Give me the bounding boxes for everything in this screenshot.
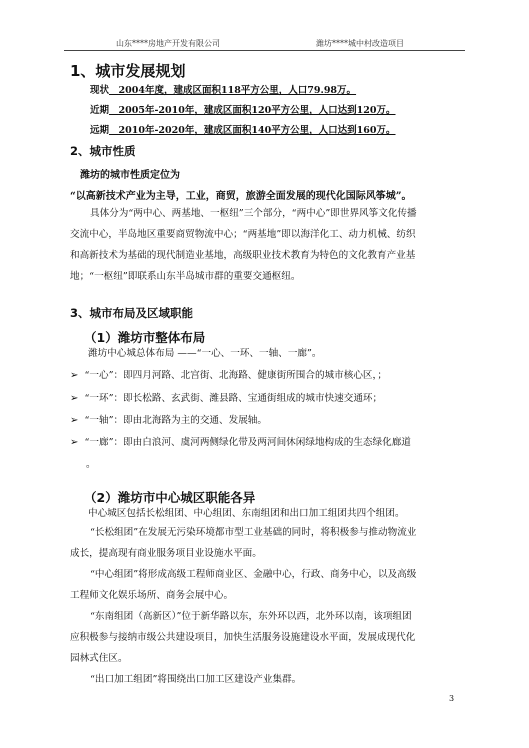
page-header — [64, 36, 465, 50]
paragraph-line: 和高新技术为基础的现代制造业基地，高级职业技术教育为特色的文化教育产业基 — [70, 250, 416, 261]
bullet-item — [70, 388, 382, 409]
header-company: 山东****房地产开发有限公司 — [116, 39, 220, 48]
plan-period: 2010年-2020年 — [118, 125, 195, 136]
bullet-text: “一廊”：即由白浪河、虞河两侧绿化带及两河间休闲绿地构成的生态绿化廊道 — [84, 437, 411, 448]
plan-text: ，建成区面积140平方公里，人口达到160万。 — [194, 125, 396, 136]
bullet-text: “一心”：即四月河路、北宫街、北海路、健康街所围合的城市核心区，； — [84, 370, 387, 381]
paragraph-line: 地；“一枢纽”即联系山东半岛城市群的重要交通枢纽。 — [70, 271, 301, 282]
section2-title: 2、城市性质 — [70, 144, 136, 158]
bullet-text: “一环”：即长松路、玄武街、潍县路、宝通街组成的城市快速交通环； — [84, 393, 383, 404]
paragraph-line: 具体分为“两中心、两基地、一枢纽”三个部分，“两中心”即世界风筝文化传播 — [90, 208, 417, 219]
paragraph-line: 交流中心，半岛地区重要商贸物流中心；“两基地”即以海洋化工、动力机械、纺织 — [70, 229, 416, 240]
section2-slogan: “以高新技术产业为主导，工业，商贸，旅游全面发展的现代化国际风筝城”。 — [70, 191, 412, 202]
section3-title: 3、城市布局及区域职能 — [70, 306, 194, 320]
bullet-arrow-icon: ➢ — [70, 370, 79, 381]
bullet-arrow-icon: ➢ — [70, 415, 79, 426]
section2-subtitle: 潍坊的城市性质定位为 — [80, 170, 180, 181]
paragraph-line: 园林式住区。 — [70, 653, 128, 664]
plan-line — [109, 105, 396, 116]
paragraph-line: “出口加工组团”将围绕出口加工区建设产业集群。 — [90, 674, 302, 685]
header-divider — [64, 50, 465, 51]
bullet-arrow-icon: ➢ — [70, 437, 79, 448]
plan-label: 远期 — [90, 125, 110, 136]
plan-text: ，建成区面积120平方公里，人口达到120万。 — [194, 105, 396, 116]
bullet-text: “一轴”：即由北海路为主的交通、发展轴。 — [84, 415, 267, 426]
paragraph-line: “东南组团（高新区）”位于新华路以东，东外环以西，北外环以南，该项组团 — [90, 611, 412, 622]
subsection2-intro: 中心城区包括长松组团、中心组团、东南组团和出口加工组团共四个组团。 — [88, 508, 405, 519]
bullet-item — [70, 410, 267, 431]
paragraph-line: 应积极参与接纳市级公共建设项目，加快生活服务设施建设水平面，发展成现代化 — [70, 632, 416, 643]
paragraph-line: 工程师文化娱乐场所、商务会展中心。 — [70, 590, 234, 601]
subsection2-title: （2）潍坊市中心城区职能各异 — [84, 490, 256, 505]
page-number: 3 — [449, 694, 455, 703]
plan-label: 近期 — [90, 105, 110, 116]
section1-title: 1、城市发展规划 — [70, 62, 186, 80]
subsection2-paragraph — [70, 522, 462, 690]
bullet-item — [70, 365, 387, 386]
plan-period: 2005年-2010年 — [118, 105, 195, 116]
paragraph-line: “长松组团”在发展无污染环境都市型工业基础的同时，将积极参与推动物流业 — [90, 527, 417, 538]
header-project: 潍坊****城中村改造项目 — [316, 39, 404, 48]
plan-text: ，建成区面积118平方公里，人口79.98万。 — [163, 85, 357, 96]
paragraph-line: 成长，提高现有商业服务项目业设施水平面。 — [70, 548, 262, 559]
plan-row-long — [90, 122, 396, 136]
plan-row-near — [90, 102, 396, 116]
section2-paragraph — [70, 203, 462, 287]
plan-period: 2004年度 — [118, 85, 164, 96]
paragraph-line: “中心组团”将形成高级工程师商业区、金融中心，行政、商务中心，以及高级 — [90, 569, 417, 580]
bullet-arrow-icon: ➢ — [70, 393, 79, 404]
bullet-tail: 。 — [86, 459, 96, 470]
plan-row-current — [90, 82, 356, 96]
bullet-item — [70, 432, 411, 453]
subsection1-intro: 潍坊中心城总体布局 ——“一心、一环、一轴、一廊”。 — [88, 348, 322, 359]
subsection1-title: （1）潍坊市整体布局 — [84, 330, 206, 345]
plan-label: 现状 — [90, 85, 110, 96]
plan-line — [109, 85, 356, 96]
plan-line — [109, 125, 396, 136]
